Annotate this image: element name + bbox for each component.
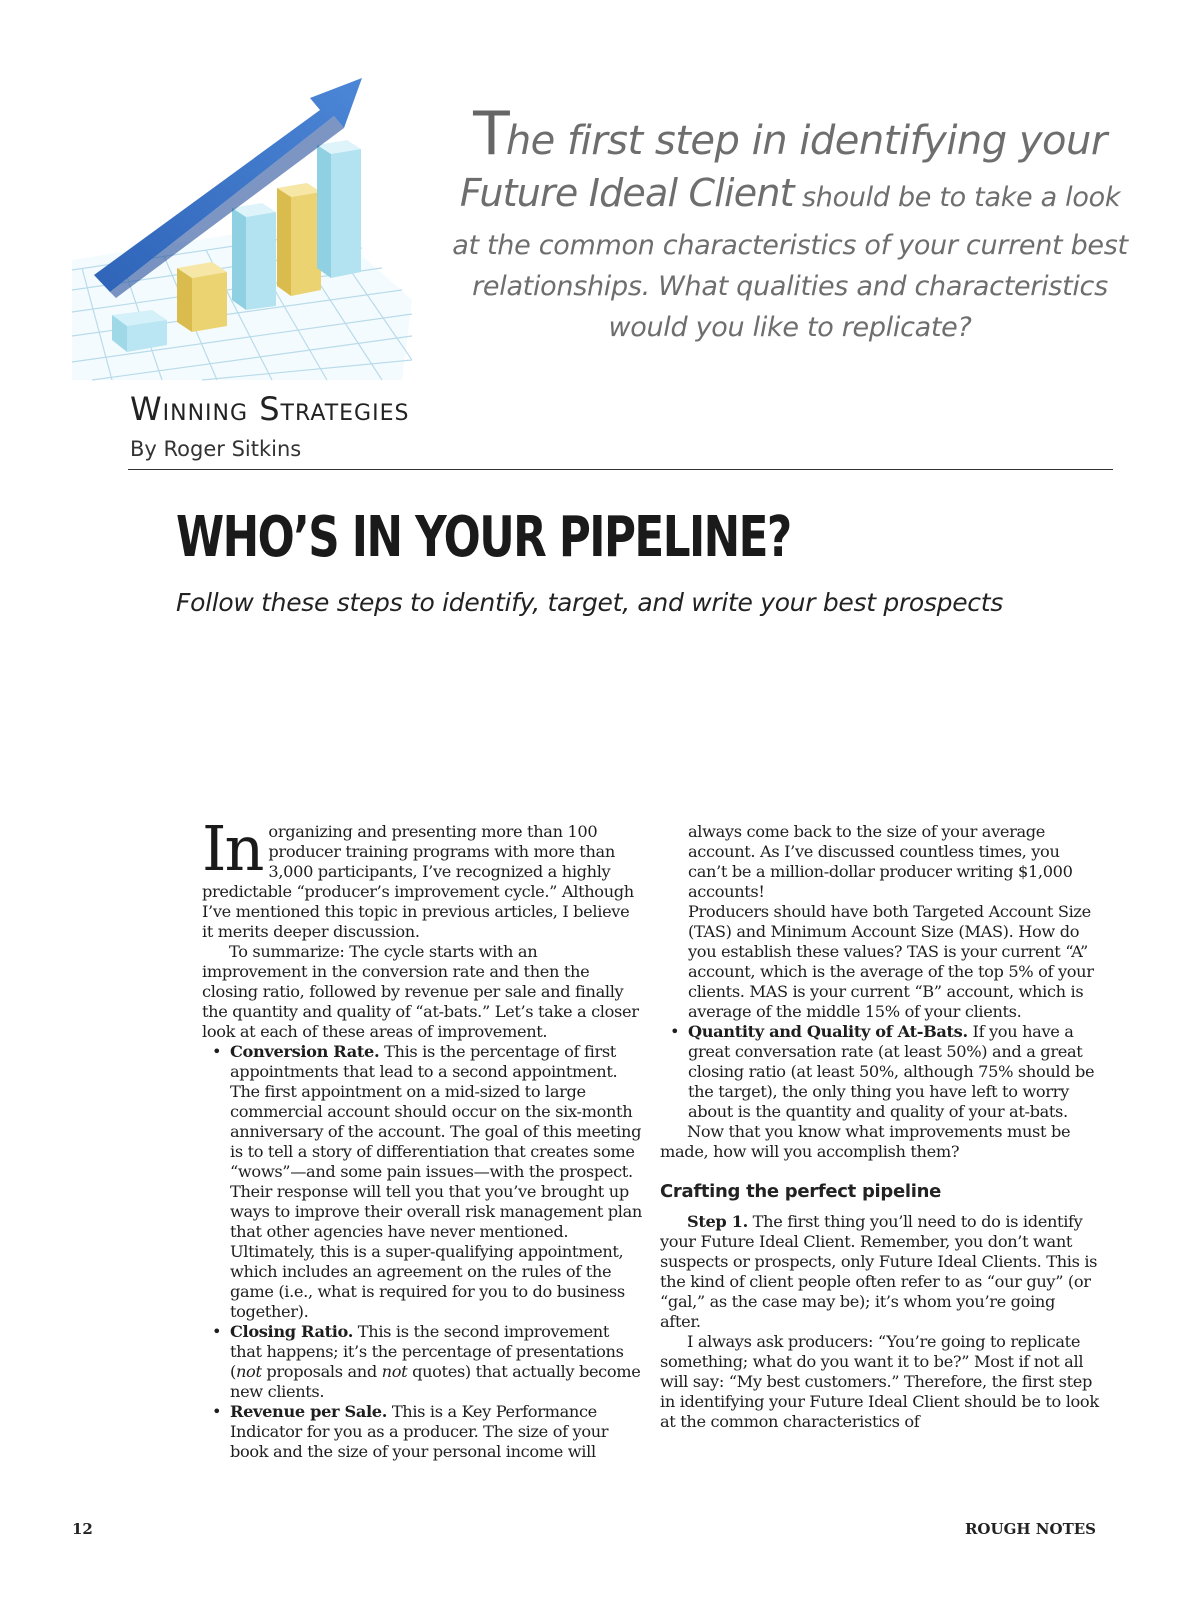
improvement-list-continued <box>660 1022 1100 1122</box>
intro-paragraph: In organizing and presenting more than 100 producer training programs with more than 3,000 participants, I’ve recognized a highly predictable “producer’s improvement cycle.” Although I’ve mentioned this topic in previous articles, I believe it merits deeper discussion. <box>202 822 634 941</box>
header-divider <box>128 469 1113 470</box>
list-item-closing-ratio: • Closing Ratio. This is the second improvement that happens; it’s the percentage of presentations (not proposals and not quotes) that actually become new clients. <box>202 1322 642 1402</box>
bar-4 <box>277 183 321 296</box>
byline: By Roger Sitkins <box>130 437 302 461</box>
pull-quote-line-1: The first step in identifying your <box>473 99 1107 169</box>
article-headline: WHO’S IN YOUR PIPELINE? <box>176 505 791 570</box>
list-item-at-bats: • Quantity and Quality of At-Bats. If you have a great conversation rate (at least 50%) and a great closing ratio (at least 50%, although 75% should be the target), the only thing you have left to worry about is the quantity and quality of your at-bats. <box>660 1022 1100 1122</box>
pull-quote-line-2: Future Ideal Client should be to take a look <box>459 171 1121 215</box>
term-revenue-per-sale: Revenue per Sale. <box>230 1402 388 1421</box>
page-number: 12 <box>72 1520 93 1538</box>
pull-quote-line-5: would you like to replicate? <box>608 312 972 343</box>
transition-paragraph: Now that you know what improvements must be made, how will you accomplish them? <box>660 1122 1071 1161</box>
growth-chart-illustration <box>72 70 412 390</box>
section-title: Winning Strategies <box>130 390 410 428</box>
pull-quote-line-4: relationships. What qualities and characteristics <box>472 271 1108 302</box>
bar-5 <box>317 140 361 278</box>
subheading: Crafting the perfect pipeline <box>660 1181 942 1202</box>
term-at-bats: Quantity and Quality of At-Bats. <box>688 1022 968 1041</box>
pull-quote-initial: T <box>473 99 506 169</box>
body-column-left <box>202 822 642 1490</box>
pull-quote <box>440 99 1140 348</box>
step-1-paragraph: Step 1. The first thing you’ll need to do is identify your Future Ideal Client. Remember, you don’t want suspects or prospects, only Future Ideal Clients. This is the kind of client people often refer to as “our guy” (or “gal,” as the case may be); it’s whom you’re going after. <box>660 1212 1098 1331</box>
replicate-paragraph: I always ask producers: “You’re going to replicate something; what do you want it to be?” Most if not all will say: “My best customers.” Therefore, the first step in identifying your Future Ideal Client should be to look at the common characteristics of <box>660 1332 1099 1431</box>
continued-paragraph: always come back to the size of your average account. As I’ve discussed countless times, you can’t be a million-dollar producer writing $1,000 accounts! <box>688 822 1073 901</box>
pull-quote-line-3: at the common characteristics of your current best <box>452 230 1128 261</box>
article-deck: Follow these steps to identify, target, and write your best prospects <box>176 588 1003 617</box>
list-item-revenue-per-sale: • Revenue per Sale. This is a Key Performance Indicator for you as a producer. The size of your book and the size of your personal income will <box>202 1402 642 1462</box>
improvement-list <box>202 1042 642 1462</box>
list-item-conversion-rate: • Conversion Rate. This is the percentage of first appointments that lead to a second appointment. The first appointment on a mid-sized to large commercial account should occur on the six-month anniversary of the account. The goal of this meeting is to tell a story of differentiation that creates some “wows”—and some pain issues—with the prospect. Their response will tell you that you’ve brought up ways to improve their overall risk management plan that other agencies have never mentioned. Ultimately, this is a super-qualifying appointment, which includes an agreement on the rules of the game (i.e., what is required for you to do business together). <box>202 1042 642 1322</box>
bar-3 <box>232 203 276 310</box>
term-closing-ratio: Closing Ratio. <box>230 1322 354 1341</box>
step-1-label: Step 1. <box>687 1212 748 1231</box>
body-column-right <box>660 822 1100 1490</box>
summary-paragraph: To summarize: The cycle starts with an improvement in the conversion rate and then the closing ratio, followed by revenue per sale and finally the quantity and quality of “at-bats.” Let’s take a closer look at each of these areas of improvement. <box>202 942 639 1041</box>
bar-1 <box>112 310 167 352</box>
account-size-paragraph: Producers should have both Targeted Account Size (TAS) and Minimum Account Size (MAS). How do you establish these values? TAS is your current “A” account, which is the average of the top 5% of your clients. MAS is your current “B” account, which is average of the middle 15% of your clients. <box>688 902 1094 1021</box>
bar-2 <box>177 262 227 332</box>
publication-name: ROUGH NOTES <box>964 1520 1096 1538</box>
drop-cap: In <box>202 822 263 885</box>
term-conversion-rate: Conversion Rate. <box>230 1042 380 1061</box>
